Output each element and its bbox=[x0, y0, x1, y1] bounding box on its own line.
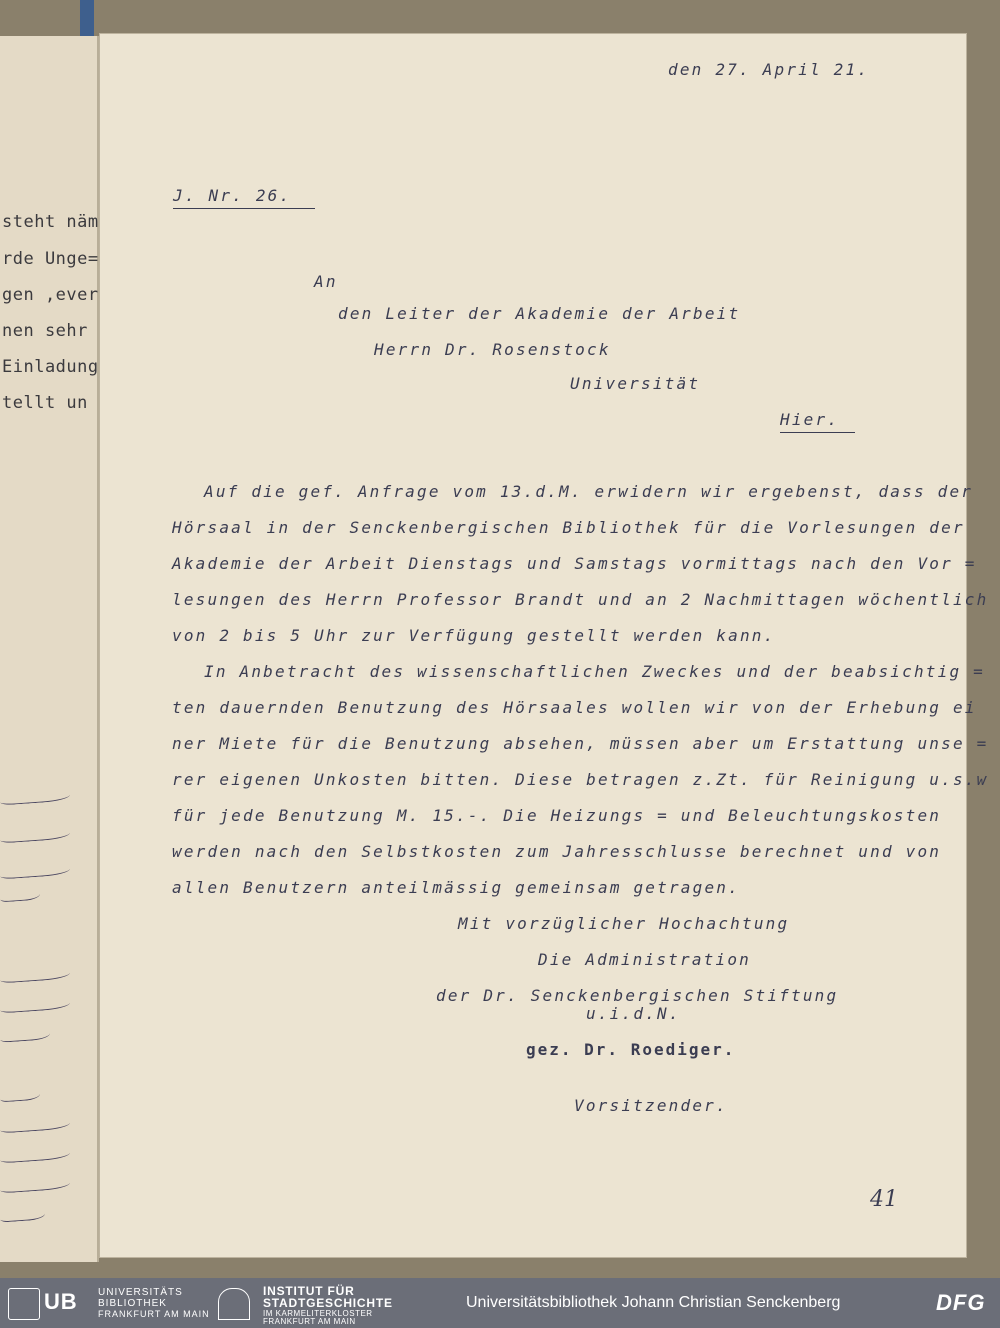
handwriting-scribble bbox=[0, 1204, 45, 1222]
isg-line-3: IM KARMELITERKLOSTER bbox=[263, 1309, 373, 1318]
isg-line-1: INSTITUT FÜR bbox=[263, 1284, 355, 1298]
address-line-2: Herrn Dr. Rosenstock bbox=[374, 340, 611, 359]
underlay-line: nen sehr bbox=[2, 321, 88, 341]
ub-line-1: UNIVERSITÄTS bbox=[98, 1287, 183, 1298]
handwriting-scribble bbox=[0, 964, 70, 984]
address-an: An bbox=[314, 272, 338, 291]
handwriting-scribble bbox=[0, 885, 40, 903]
body-line: werden nach den Selbstkosten zum Jahresschlusse berechnet und von bbox=[172, 842, 942, 861]
body-line: Auf die gef. Anfrage vom 13.d.M. erwidern wir ergebenst, dass der bbox=[204, 482, 974, 501]
isg-logo-icon bbox=[218, 1288, 250, 1320]
handwriting-scribble bbox=[0, 1024, 50, 1042]
handwriting-scribble bbox=[0, 786, 70, 806]
ub-line-2: BIBLIOTHEK bbox=[98, 1298, 167, 1309]
closing-abbreviation: u.i.d.N. bbox=[586, 1004, 681, 1023]
address-line-1: den Leiter der Akademie der Arbeit bbox=[338, 304, 741, 323]
ub-logo-icon bbox=[8, 1288, 40, 1320]
underlying-page bbox=[0, 36, 99, 1262]
isg-line-2: STADTGESCHICHTE bbox=[263, 1296, 393, 1310]
body-line: allen Benutzern anteilmässig gemeinsam getragen. bbox=[172, 878, 740, 897]
signatory-title: Vorsitzender. bbox=[574, 1096, 728, 1115]
letter-page bbox=[100, 34, 989, 1257]
closing-foundation: der Dr. Senckenbergischen Stiftung bbox=[436, 986, 839, 1005]
ub-logo-letters: UB bbox=[44, 1289, 78, 1314]
handwriting-scribble bbox=[0, 824, 70, 844]
body-line: ner Miete für die Benutzung absehen, müssen aber um Erstattung unse = bbox=[172, 734, 989, 753]
underlay-line: steht näm bbox=[2, 212, 99, 232]
isg-line-4: FRANKFURT AM MAIN bbox=[263, 1317, 356, 1326]
body-line: von 2 bis 5 Uhr zur Verfügung gestellt werden kann. bbox=[172, 626, 776, 645]
reference-number: J. Nr. 26. bbox=[173, 186, 315, 209]
body-line: rer eigenen Unkosten bitten. Diese betragen z.Zt. für Reinigung u.s.w bbox=[172, 770, 989, 789]
body-line: für jede Benutzung M. 15.-. Die Heizungs = und Beleuchtungskosten bbox=[172, 806, 942, 825]
handwriting-scribble bbox=[0, 1144, 70, 1164]
underlay-line: Einladung bbox=[2, 357, 99, 377]
body-line: lesungen des Herrn Professor Brandt und an 2 Nachmittagen wöchentlich bbox=[172, 590, 989, 609]
closing-greeting: Mit vorzüglicher Hochachtung bbox=[458, 914, 790, 933]
handwriting-scribble bbox=[0, 1085, 40, 1103]
library-name: Universitätsbibliothek Johann Christian Senckenberg bbox=[466, 1294, 841, 1311]
dfg-logo: DFG bbox=[936, 1290, 986, 1315]
underlay-line: tellt un bbox=[2, 393, 88, 413]
body-line: ten dauernden Benutzung des Hörsaales wollen wir von der Erhebung ei bbox=[172, 698, 977, 717]
footer-bar bbox=[0, 1278, 1000, 1328]
handwriting-scribble bbox=[0, 1174, 70, 1194]
letter-date: den 27. April 21. bbox=[668, 60, 870, 79]
handwriting-scribble bbox=[0, 1114, 70, 1134]
underlay-line: rde Unge= bbox=[2, 249, 99, 269]
underlay-line: gen ,ever bbox=[2, 285, 99, 305]
ub-line-3: FRANKFURT AM MAIN bbox=[98, 1309, 210, 1319]
signature: gez. Dr. Roediger. bbox=[526, 1040, 736, 1059]
address-line-3: Universität bbox=[570, 374, 701, 393]
body-line: In Anbetracht des wissenschaftlichen Zweckes und der beabsichtig = bbox=[204, 662, 985, 681]
body-line: Akademie der Arbeit Dienstags und Samstags vormittags nach den Vor = bbox=[172, 554, 977, 573]
closing-administration: Die Administration bbox=[538, 950, 751, 969]
handwriting-scribble bbox=[0, 994, 70, 1014]
page-number: 41 bbox=[870, 1187, 898, 1212]
body-line: Hörsaal in der Senckenbergischen Bibliothek für die Vorlesungen der bbox=[172, 518, 965, 537]
handwriting-scribble bbox=[0, 860, 70, 880]
address-line-4: Hier. bbox=[780, 410, 855, 433]
